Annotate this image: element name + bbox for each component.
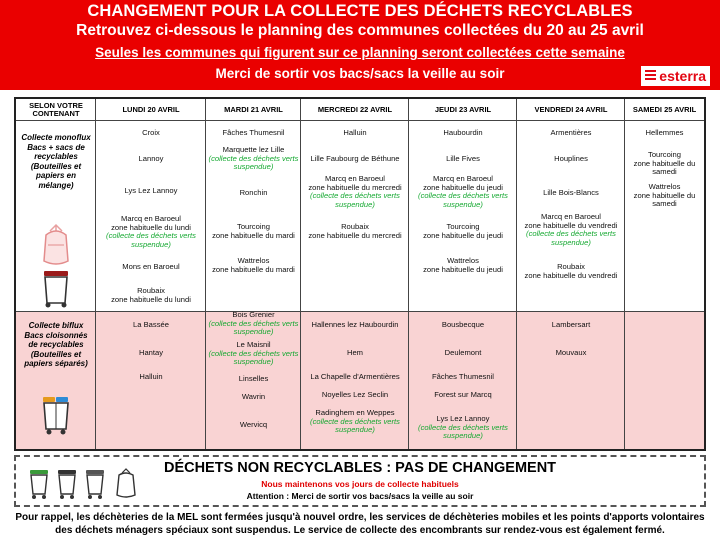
list-item xyxy=(625,151,704,177)
zone-note: zone habituelle du samedi xyxy=(633,190,696,209)
list-item xyxy=(301,409,409,435)
list-item xyxy=(409,415,517,441)
list-item: Lannoy xyxy=(138,154,164,163)
list-item: Halluin xyxy=(343,128,367,137)
list-item: Mouvaux xyxy=(555,348,587,357)
green-waste-note: (collecte des déchets verts suspendue) xyxy=(106,231,196,249)
header-wednesday: MERCREDI 22 AVRIL xyxy=(317,105,393,114)
commune-name: Tourcoing xyxy=(446,222,480,231)
commune-name: Tourcoing xyxy=(648,150,681,159)
list-item: Halluin xyxy=(139,372,163,381)
footer-reminder: Pour rappel, les déchèteries de la MEL sont fermées jusqu'à nouvel ordre, les services de déchèteries mobiles et les points d'apports volontaires des déchets ménagers spéciaux sont suspendus. Le service de collecte des encombrants sur rendez-vous est également fermé. xyxy=(15,512,705,536)
zone-note: zone habituelle du mardi xyxy=(212,230,295,240)
monoflux-label: Collecte monoflux Bacs + sacs de recyclables (Bouteilles et papiers en mélange) xyxy=(21,133,91,190)
list-item: Wavrin xyxy=(241,392,266,401)
zone-note: zone habituelle du samedi xyxy=(633,158,696,177)
non-recyclable-title: DÉCHETS NON RECYCLABLES : PAS DE CHANGEMENT xyxy=(163,460,557,476)
banner-subtitle: Retrouvez ci-dessous le planning des communes collectées du 20 au 25 avril xyxy=(76,22,644,39)
biflux-label: Collecte biflux Bacs cloisonnés de recyclables (Bouteilles et papiers séparés) xyxy=(24,321,88,368)
zone-note: zone habituelle du lundi xyxy=(111,222,191,232)
list-item: Linselles xyxy=(238,374,269,383)
commune-name: Marcq en Baroeul xyxy=(433,174,493,183)
list-item xyxy=(517,213,625,247)
list-item: Lille Bois-Blancs xyxy=(543,188,599,197)
zone-note: zone habituelle du jeudi xyxy=(423,264,503,274)
list-item: Hallennes lez Haubourdin xyxy=(311,320,399,329)
list-item: Bousbecque xyxy=(441,320,485,329)
zone-note: zone habituelle du mercredi xyxy=(308,182,402,192)
commune-name: Wattrelos xyxy=(237,256,270,265)
header-tuesday: MARDI 21 AVRIL xyxy=(224,105,283,114)
list-item xyxy=(409,223,517,240)
header-thursday: JEUDI 23 AVRIL xyxy=(434,105,492,114)
commune-name: Wattrelos xyxy=(447,256,479,265)
zone-note: zone habituelle du jeudi xyxy=(423,182,503,192)
list-item: Noyelles Lez Seclin xyxy=(321,390,389,399)
zone-note: zone habituelle du vendredi xyxy=(524,220,618,230)
list-item: Hantay xyxy=(138,348,164,357)
commune-name: Lys Lez Lannoy xyxy=(436,414,490,423)
list-item: Lille Fives xyxy=(446,154,480,163)
zone-note: zone habituelle du mercredi xyxy=(308,230,402,240)
green-waste-note: (collecte des déchets verts suspendue) xyxy=(418,191,508,209)
green-waste-note: (collecte des déchets verts suspendue) xyxy=(526,229,616,247)
list-item: La Bassée xyxy=(133,320,169,329)
list-item: La Chapelle d'Armentières xyxy=(310,372,400,381)
list-item: Haubourdin xyxy=(443,128,483,137)
non-recyclable-subtitle: Nous maintenons vos jours de collecte habituels xyxy=(261,479,459,489)
banner-instruction: Merci de sortir vos bacs/sacs la veille au soir xyxy=(215,66,505,81)
list-item: Fâches Thumesnil xyxy=(222,128,285,137)
list-item: Hellemmes xyxy=(645,128,684,137)
list-item: Ronchin xyxy=(239,188,268,197)
commune-name: Roubaix xyxy=(341,222,369,231)
header-banner xyxy=(0,0,720,90)
commune-name: Marcq en Baroeul xyxy=(541,212,601,221)
commune-name: Roubaix xyxy=(137,286,165,295)
list-item: Croix xyxy=(142,128,160,137)
commune-name: Roubaix xyxy=(557,262,585,271)
green-waste-note: (collecte des déchets verts suspendue) xyxy=(310,191,400,209)
commune-name: Wattrelos xyxy=(648,182,681,191)
list-item: Forest sur Marcq xyxy=(434,390,492,399)
zone-note: zone habituelle du lundi xyxy=(111,294,191,304)
list-item xyxy=(206,257,301,274)
zone-note: zone habituelle du mardi xyxy=(212,264,295,274)
list-item: Lambersart xyxy=(551,320,591,329)
list-item: Wervicq xyxy=(239,420,268,429)
commune-name: Radinghem en Weppes xyxy=(315,408,395,417)
green-waste-note: (collecte des déchets verts suspendue) xyxy=(310,416,400,435)
commune-name: Bois Grenier xyxy=(232,310,275,319)
list-item xyxy=(206,341,301,367)
list-item: Fâches Thumesnil xyxy=(432,372,494,381)
collection-schedule-table xyxy=(14,97,706,451)
list-item xyxy=(96,287,206,304)
list-item xyxy=(409,257,517,274)
commune-name: Marcq en Baroeul xyxy=(121,214,181,223)
list-item: Mons en Baroeul xyxy=(122,262,180,271)
list-item: Lille Faubourg de Béthune xyxy=(310,154,400,163)
green-waste-note: (collecte des déchets verts suspendue) xyxy=(418,422,508,441)
banner-title: CHANGEMENT POUR LA COLLECTE DES DÉCHETS RECYCLABLES xyxy=(87,2,633,20)
biflux-bin-icon xyxy=(36,395,76,439)
list-item xyxy=(206,311,301,337)
green-waste-note: (collecte des déchets verts suspendue) xyxy=(208,348,299,367)
list-item xyxy=(301,223,409,240)
list-item: Lys Lez Lannoy xyxy=(124,186,178,195)
list-item xyxy=(409,175,517,209)
non-recyclable-note: Attention : Merci de sortir vos bacs/sacs la veille au soir xyxy=(246,491,474,501)
commune-name: Le Maisnil xyxy=(236,340,271,349)
monoflux-bag-and-bin-icon xyxy=(36,221,76,309)
esterra-logo xyxy=(641,66,710,86)
header-container: SELON VOTRE CONTENANT xyxy=(29,101,83,118)
header-friday: VENDREDI 24 AVRIL xyxy=(534,105,608,114)
header-monday: LUNDI 20 AVRIL xyxy=(122,105,180,114)
list-item xyxy=(206,146,301,172)
list-item xyxy=(625,183,704,209)
banner-notice: Seules les communes qui figurent sur ce planning seront collectées cette semaine xyxy=(95,45,625,60)
list-item xyxy=(517,263,625,280)
logo-text: esterra xyxy=(659,68,706,84)
list-item xyxy=(206,223,301,240)
commune-name: Tourcoing xyxy=(237,222,270,231)
zone-note: zone habituelle du jeudi xyxy=(423,230,503,240)
commune-name: Marquette lez Lille xyxy=(222,145,285,154)
commune-name: Marcq en Baroeul xyxy=(325,174,385,183)
list-item: Hem xyxy=(346,348,364,357)
table-header-row xyxy=(16,99,704,121)
column-monday xyxy=(96,99,206,449)
list-item xyxy=(96,215,206,249)
non-recyclable-notice xyxy=(14,455,706,507)
list-item: Armentières xyxy=(550,128,592,137)
list-item xyxy=(301,175,409,209)
green-waste-note: (collecte des déchets verts suspendue) xyxy=(208,318,299,337)
zone-note: zone habituelle du vendredi xyxy=(524,270,618,280)
header-saturday: SAMEDI 25 AVRIL xyxy=(632,105,697,114)
green-waste-note: (collecte des déchets verts suspendue) xyxy=(208,153,299,172)
list-item: Houplines xyxy=(554,154,588,163)
list-item: Deulemont xyxy=(444,348,482,357)
logo-bars-icon xyxy=(645,70,656,82)
